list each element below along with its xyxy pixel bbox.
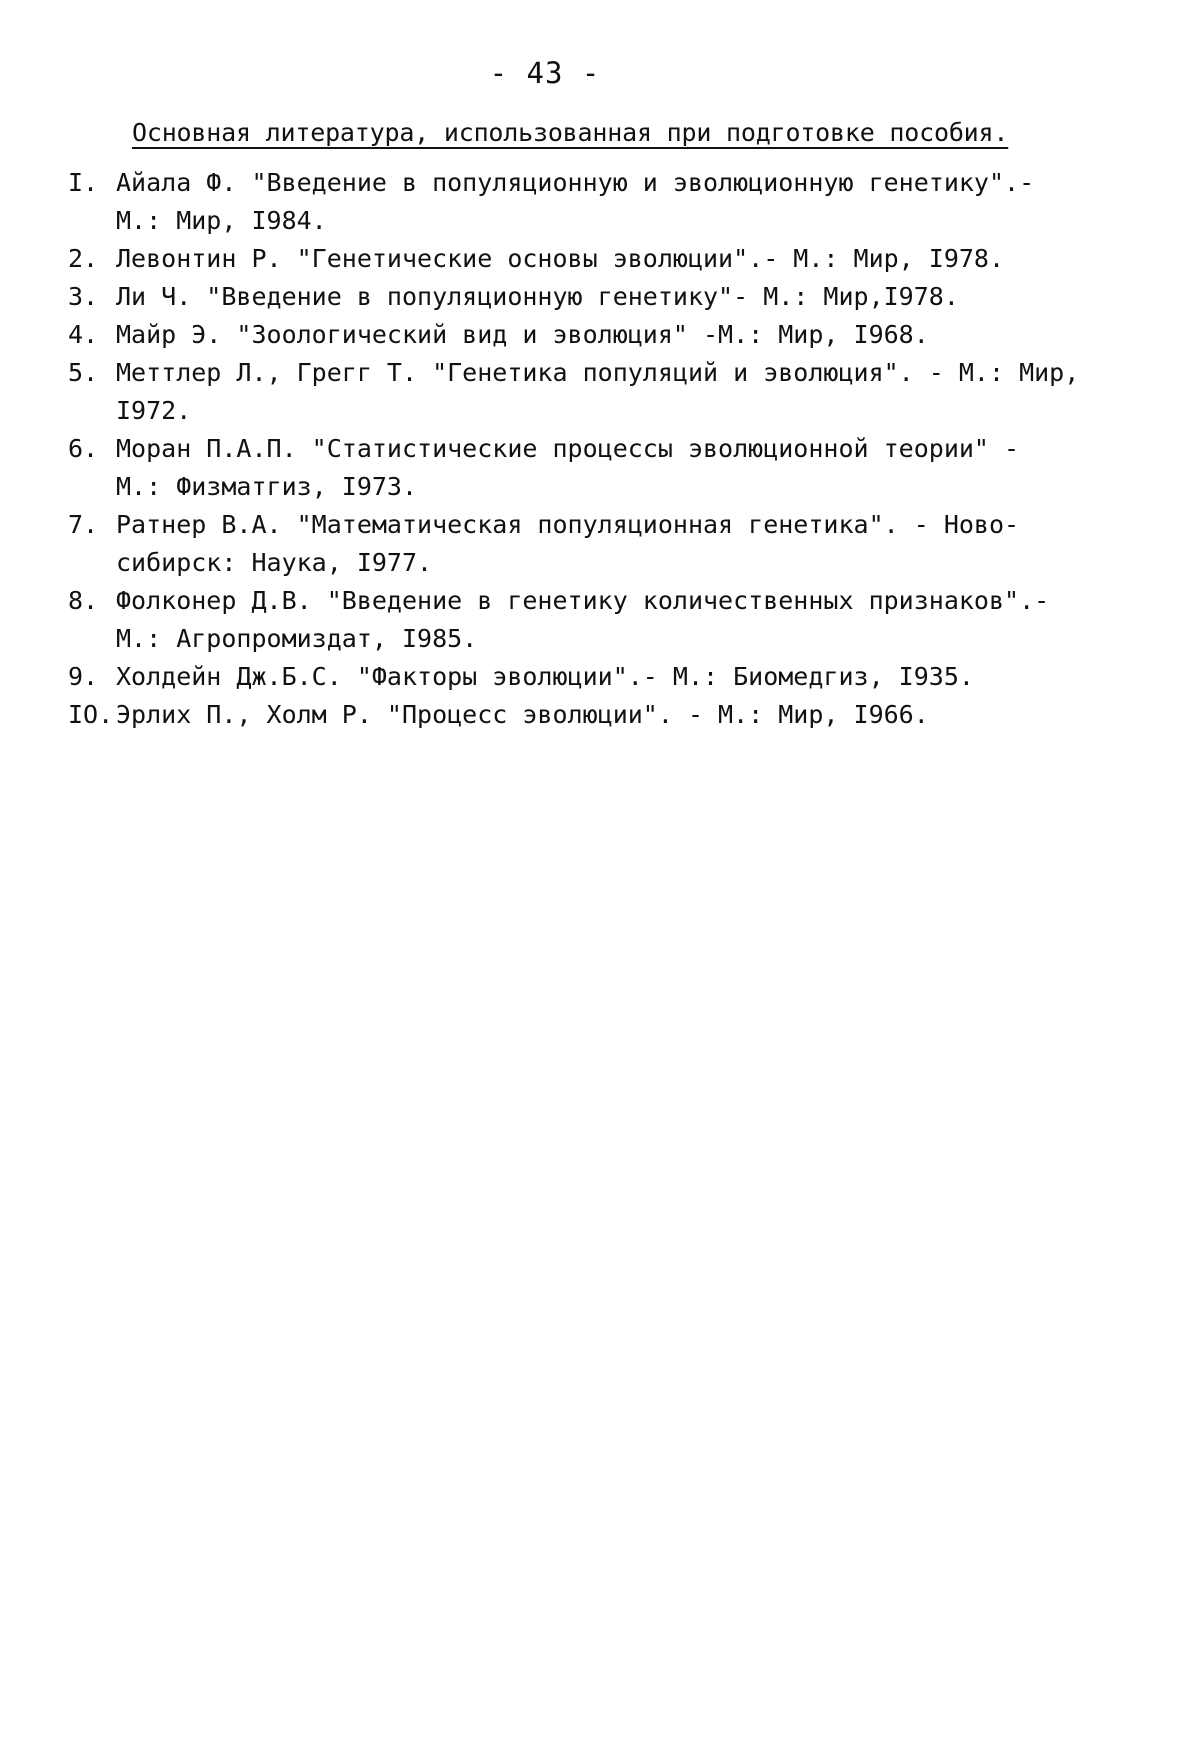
reference-item [68, 658, 1188, 696]
reference-number: IO. [68, 700, 114, 729]
reference-text [116, 430, 1188, 506]
reference-item [68, 354, 1188, 430]
reference-line: Айала Ф. "Введение в популяционную и эволюционную генетику".- [116, 168, 1035, 197]
reference-line: М.: Физматгиз, I973. [116, 472, 418, 501]
reference-line: Фолконер Д.В. "Введение в генетику количественных признаков".- [116, 586, 1050, 615]
reference-number: 6. [68, 434, 99, 463]
reference-item [68, 506, 1188, 582]
reference-line: Майр Э. "Зоологический вид и эволюция" -М.: Мир, I968. [116, 320, 929, 349]
reference-text [116, 658, 1188, 696]
reference-item [68, 582, 1188, 658]
reference-text [116, 164, 1188, 240]
reference-number: 8. [68, 586, 99, 615]
reference-line: Левонтин Р. "Генетические основы эволюции".- М.: Мир, I978. [116, 244, 1005, 273]
page-number: - 43 - [489, 56, 601, 90]
reference-text [116, 696, 1188, 734]
reference-line: Эрлих П., Холм Р. "Процесс эволюции". - М.: Мир, I966. [116, 700, 929, 729]
reference-list [68, 164, 1188, 734]
reference-line: Моран П.А.П. "Статистические процессы эволюционной теории" - [116, 434, 1020, 463]
reference-text [116, 240, 1188, 278]
reference-line: Ратнер В.А. "Математическая популяционная генетика". - Ново- [116, 510, 1020, 539]
reference-text [116, 582, 1188, 658]
reference-item [68, 240, 1188, 278]
reference-line: I972. [116, 396, 192, 425]
reference-number: 2. [68, 244, 99, 273]
reference-text [116, 506, 1188, 582]
reference-number: 4. [68, 320, 99, 349]
reference-line: Холдейн Дж.Б.С. "Факторы эволюции".- М.: Биомедгиз, I935. [116, 662, 974, 691]
reference-number: 9. [68, 662, 99, 691]
reference-number: 7. [68, 510, 99, 539]
reference-item [68, 164, 1188, 240]
reference-text [116, 278, 1188, 316]
reference-item [68, 696, 1188, 734]
reference-number: 3. [68, 282, 99, 311]
section-heading: Основная литература, использованная при подготовке пособия. [132, 118, 1009, 147]
reference-item [68, 278, 1188, 316]
reference-text [116, 354, 1188, 430]
reference-number: 5. [68, 358, 99, 387]
reference-line: М.: Мир, I984. [116, 206, 327, 235]
reference-item [68, 430, 1188, 506]
reference-line: М.: Агропромиздат, I985. [116, 624, 478, 653]
reference-text [116, 316, 1188, 354]
reference-item [68, 316, 1188, 354]
reference-line: Ли Ч. "Введение в популяционную генетику"- М.: Мир,I978. [116, 282, 959, 311]
reference-line: Меттлер Л., Грегг Т. "Генетика популяций и эволюция". - М.: Мир, [116, 358, 1080, 387]
reference-line: сибирск: Наука, I977. [116, 548, 433, 577]
reference-number: I. [68, 168, 99, 197]
